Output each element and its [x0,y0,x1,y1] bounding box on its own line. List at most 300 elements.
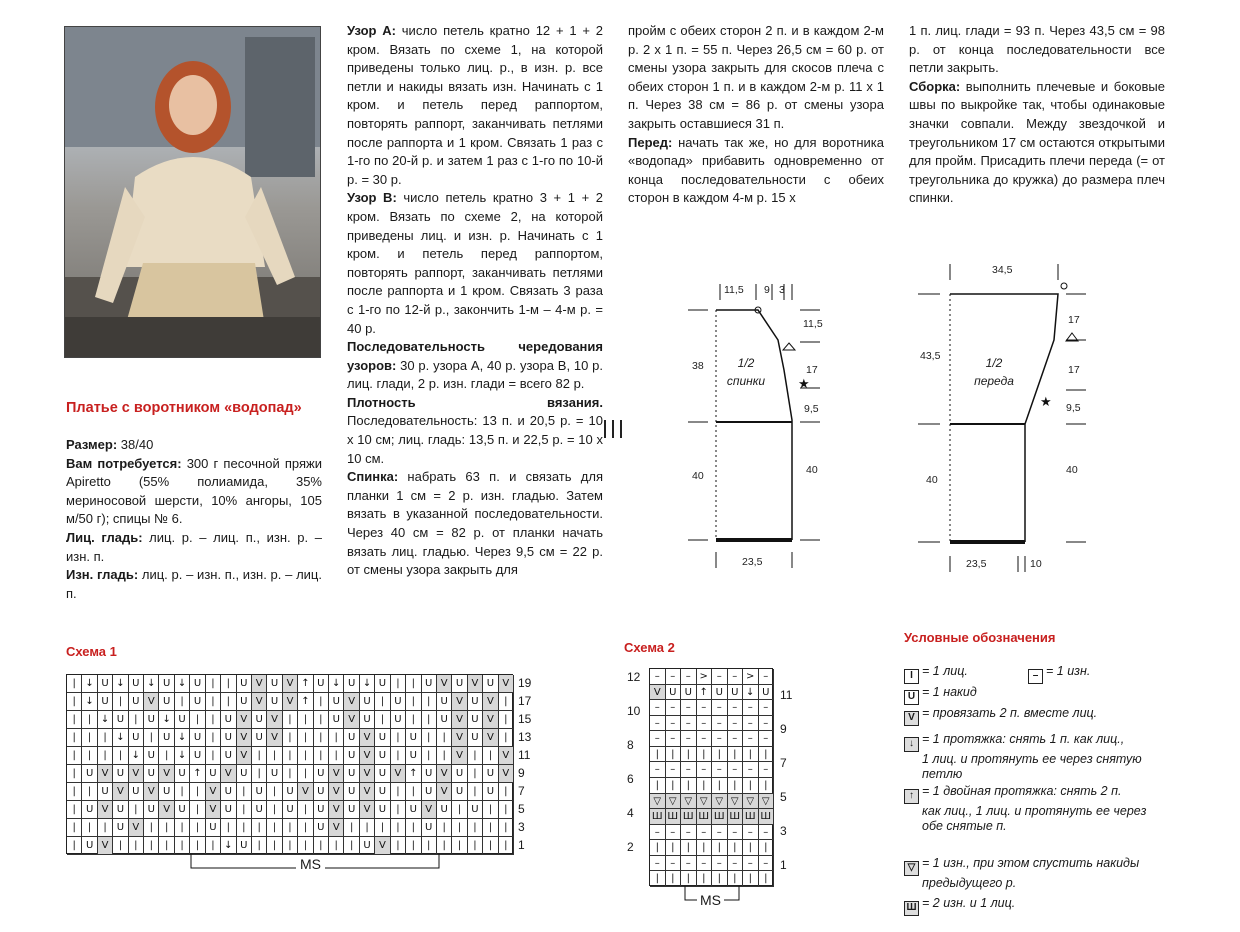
dim-front-height: 43,5 [920,350,941,362]
scheme-1-cell: | [344,837,359,855]
scheme-1-cell: V [144,693,159,711]
scheme-2-cell: | [728,778,744,794]
assembly-text: выполнить плечевые и боковые швы по выкройке так, чтобы одинаковые значки совпали. Между звездочкой и треугольником 17 см остаются открытыми для пройм. Присадить плечи переда (= от треугольника до кружка) до размера плеч спинки. [909,78,1165,206]
scheme-1-cell: | [375,819,390,837]
scheme-1-cell: V [159,801,174,819]
scheme-2-cell: ▽ [743,794,759,810]
scheme-1-cell: | [483,819,498,837]
scheme-2-cell: | [728,871,744,887]
scheme-2-cell: – [712,731,728,747]
scheme-1-cell: | [175,837,190,855]
scheme-1-cell: U [190,729,205,747]
dim-front-r4: 40 [1066,464,1078,476]
scheme-2-cell: ↓ [743,685,759,701]
scheme-1-cell: V [283,693,298,711]
scheme-1-cell: U [113,819,128,837]
dim-front-lower: 40 [926,474,938,486]
scheme-1-cell: U [360,711,375,729]
legend-2p1k [904,896,1015,916]
scheme-1-cell: | [206,711,221,729]
scheme-1-cell: ↓ [221,837,236,855]
yarnover-symbol-icon: U [904,690,919,705]
scheme-1-cell: U [190,747,205,765]
scheme-2-cell: – [650,716,666,732]
scheme-1-cell: | [391,801,406,819]
scheme-1-cell: U [129,693,144,711]
scheme-2-right-label: 7 [780,756,787,770]
scheme-1-cell: | [190,819,205,837]
assembly-label: Сборка: [909,78,961,94]
scheme-1-cell: ↑ [298,693,313,711]
scheme-2-cell: – [666,856,682,872]
scheme-1-cell: U [360,837,375,855]
purl-symbol-icon: – [1028,669,1043,684]
scheme-2-cell: – [681,856,697,872]
scheme-2-cell: – [759,825,775,841]
scheme-2-cell: Ш [681,809,697,825]
scheme-2-cell: – [681,762,697,778]
scheme-1-cell: U [221,711,236,729]
drop-stitch-symbol-icon: ▽ [904,861,919,876]
back-text: набрать 63 п. и связать для планки 1 см = 2 р. изн. гладью. Затем вязать в указанной последовательности. Через 40 см = 82 р. от планки начать вязать лиц. гладью. Через 9,5 см = 22 р. от смены узора закрыть для [347,469,603,578]
legend-yarnover-text: = 1 накид [922,685,977,699]
scheme-1-cell: | [314,747,329,765]
scheme-1-cell: V [267,711,282,729]
dim-back-neck: 9 [764,284,770,296]
scheme-1-cell: U [237,693,252,711]
scheme-1-cell: | [283,837,298,855]
scheme-2-right-label: 5 [780,790,787,804]
scheme-1-cell: ↓ [113,675,128,693]
scheme-1-cell: U [391,693,406,711]
dim-front-r1: 17 [1068,314,1080,326]
scheme-1-cell: V [437,765,452,783]
scheme-1-cell: | [283,729,298,747]
scheme-2-cell: | [681,778,697,794]
scheme-1-cell: | [391,747,406,765]
ssk-symbol-icon: ↓ [904,737,919,752]
scheme-1-cell: ↓ [129,747,144,765]
scheme-2-cell: | [712,840,728,856]
scheme-1-cell: | [329,729,344,747]
scheme-2-cell: – [743,731,759,747]
svg-text:★: ★ [1040,394,1052,409]
scheme-1-cell: | [437,819,452,837]
scheme-1-cell: U [129,783,144,801]
scheme-1-cell: ↑ [298,675,313,693]
scheme-2-cell: – [759,762,775,778]
materials-text: 300 г песочной пряжи Apiretto (55% полиамида, 35% мериносовой шерсти, 10% ангоры, 105 м/50 г); спицы № 6. [66,455,323,527]
scheme-1-cell: | [175,819,190,837]
scheme-1-cell: U [468,729,483,747]
scheme-1-cell: | [206,747,221,765]
scheme-2-cell: – [743,856,759,872]
scheme-1-cell: U [82,765,97,783]
scheme-1-cell: | [406,783,421,801]
legend-ssk-text-3: петлю [922,767,963,781]
scheme-1-cell: ↓ [360,675,375,693]
scheme-1-cell: | [499,837,514,855]
scheme-1-cell: U [422,783,437,801]
scheme-2-left-label: 12 [627,670,641,684]
legend-purl-text: = 1 изн. [1046,664,1091,678]
scheme-1-cell: | [144,819,159,837]
scheme-2-cell: | [712,778,728,794]
scheme-1-cell: V [344,711,359,729]
scheme-1-cell: ↓ [82,693,97,711]
scheme-1-cell: | [468,747,483,765]
svg-text:★: ★ [798,376,810,391]
scheme-1-cell: | [499,801,514,819]
scheme-1-cell: U [483,783,498,801]
scheme-1-cell: | [329,837,344,855]
scheme-1-cell: U [452,765,467,783]
scheme-1-cell: V [360,729,375,747]
scheme-2-cell: – [743,762,759,778]
back-label-half: 1/2 [737,356,755,370]
scheme-1-cell: | [252,765,267,783]
scheme-1-cell: | [283,747,298,765]
scheme-1-cell: | [206,729,221,747]
scheme-1-cell: ↑ [190,765,205,783]
scheme-1-cell: ↓ [113,729,128,747]
scheme-1-cell: | [298,747,313,765]
scheme-1-cell: V [129,765,144,783]
scheme-1-cell: U [206,819,221,837]
legend-drop-text-1: = 1 изн., при этом спустить накиды [922,856,1140,870]
back-label-name: спинки [726,374,766,388]
scheme-1-cell: | [67,837,82,855]
double-decrease-symbol-icon: ↑ [904,789,919,804]
scheme-1-cell: ↓ [144,675,159,693]
scheme-1-cell: | [406,837,421,855]
scheme-2-cell: | [666,747,682,763]
scheme-1-cell: U [468,711,483,729]
scheme-1-row-label: 15 [518,712,532,726]
scheme-2-cell: | [697,747,713,763]
scheme-2-right-label: 11 [780,688,793,702]
scheme-1-cell: | [190,801,205,819]
back-label: Спинка: [347,469,399,485]
scheme-2-left-label: 8 [627,738,634,752]
scheme-1-cell: | [499,783,514,801]
back-schematic [680,270,840,580]
scheme-1-cell: | [82,819,97,837]
scheme-1-cell: | [206,837,221,855]
scheme-1-cell: | [499,819,514,837]
front-schematic [910,260,1090,580]
scheme-1-cell: U [452,675,467,693]
scheme-2-cell: – [666,825,682,841]
scheme-1-cell: U [329,693,344,711]
scheme-2-cell: – [728,762,744,778]
scheme-1-cell: | [252,837,267,855]
dim-back-r4: 40 [806,464,818,476]
column-1 [66,436,322,603]
dim-back-width: 23,5 [742,556,763,568]
scheme-2-cell: – [697,700,713,716]
scheme-1-cell: U [252,783,267,801]
scheme-1-cell: V [237,711,252,729]
scheme-2-left-label: 4 [627,806,634,820]
scheme-1-cell: | [67,693,82,711]
scheme-2-cell: > [743,669,759,685]
scheme-1-cell: U [267,675,282,693]
scheme-1-cell: U [175,765,190,783]
scheme-2-cell: | [650,747,666,763]
scheme-1-cell: | [113,837,128,855]
scheme-1-cell: | [298,819,313,837]
scheme-1-cell: V [329,819,344,837]
scheme-2-cell: | [650,871,666,887]
dim-front-r2: 17 [1068,364,1080,376]
scheme-1-cell: U [360,693,375,711]
scheme-1-cell: | [452,801,467,819]
scheme-1-cell: | [375,711,390,729]
scheme-1-cell: V [98,765,113,783]
scheme-1-cell: | [314,729,329,747]
scheme-1-cell: | [391,675,406,693]
scheme-2-cell: – [650,669,666,685]
scheme-1-cell: | [499,711,514,729]
scheme-1-cell: U [314,783,329,801]
scheme-1-cell: V [360,747,375,765]
scheme-1-cell: V [237,729,252,747]
scheme-1-cell: ↓ [175,675,190,693]
scheme-1-cell: V [499,765,514,783]
scheme-1-cell: | [221,819,236,837]
scheme-1-cell: U [113,711,128,729]
scheme-2-cell: – [712,669,728,685]
scheme-2-cell: U [666,685,682,701]
scheme-1-cell: U [375,747,390,765]
scheme-1-cell: | [67,747,82,765]
scheme-2-cell: ▽ [681,794,697,810]
scheme-1-cell: U [190,675,205,693]
scheme-1-cell: | [314,837,329,855]
scheme-2-right-label: 9 [780,722,787,736]
scheme-1-cell: | [422,693,437,711]
scheme-1-cell: | [129,801,144,819]
scheme-1-cell: | [129,837,144,855]
scheme-1-cell: | [190,711,205,729]
pattern-b-label: Узор В: [347,190,397,206]
scheme-1-cell: | [283,765,298,783]
scheme-2-cell: – [712,716,728,732]
scheme-1-cell: U [344,765,359,783]
scheme-1-grid [66,674,513,854]
scheme-1-cell: V [483,711,498,729]
scheme-1-cell: V [468,675,483,693]
scheme-2-cell: – [650,825,666,841]
scheme-1-cell: | [113,693,128,711]
scheme-1-cell: U [237,837,252,855]
scheme-1-cell: V [422,801,437,819]
scheme-2-cell: – [728,825,744,841]
scheme-2-title: Схема 2 [624,640,675,655]
legend-knit-text: = 1 лиц. [922,664,968,678]
dim-front-r3: 9,5 [1066,402,1081,414]
scheme-2-cell: – [728,700,744,716]
scheme-2-cell: > [697,669,713,685]
scheme-2-cell: | [743,747,759,763]
scheme-1-cell: ↑ [406,765,421,783]
scheme-1-cell: U [422,819,437,837]
k2tog-symbol-icon: V [904,711,919,726]
scheme-2-cell: – [759,700,775,716]
scheme-2-cell: | [681,871,697,887]
scheme-1-cell: V [98,801,113,819]
scheme-1-row-label: 17 [518,694,532,708]
scheme-1-cell: U [344,729,359,747]
scheme-2-cell: Ш [697,809,713,825]
scheme-1-cell: U [144,765,159,783]
scheme-1-row-label: 11 [518,748,531,762]
stockinette-label: Лиц. гладь: [66,529,143,545]
scheme-1-cell: U [129,675,144,693]
scheme-1-cell: | [391,819,406,837]
scheme-1-cell: V [483,729,498,747]
scheme-1-cell: | [67,729,82,747]
scheme-1-cell: | [98,819,113,837]
scheme-2-cell: – [712,762,728,778]
scheme-1-cell: V [329,801,344,819]
scheme-2-grid [649,668,773,886]
scheme-1-cell: | [422,729,437,747]
scheme-1-cell: U [375,675,390,693]
column-4 [909,22,1165,208]
scheme-1-cell: V [499,747,514,765]
scheme-1-cell: U [406,729,421,747]
scheme-1-cell: V [159,765,174,783]
scheme-1-cell: U [406,801,421,819]
scheme-1-cell: U [422,765,437,783]
scheme-1-cell: U [98,693,113,711]
scheme-2-cell: – [728,856,744,872]
scheme-1-title: Схема 1 [66,644,117,659]
scheme-1-cell: | [483,747,498,765]
scheme-1-cell: U [159,675,174,693]
scheme-1-cell: V [129,819,144,837]
scheme-1-cell: | [499,729,514,747]
scheme-2-cell: – [743,700,759,716]
scheme-1-cell: U [159,783,174,801]
scheme-1-cell: V [391,765,406,783]
dim-front-width: 23,5 [966,558,987,570]
scheme-1-cell: | [67,783,82,801]
front-label-half: 1/2 [985,356,1003,370]
scheme-1-cell: | [329,747,344,765]
sequence-text: 30 р. узора А, 40 р. узора В, 10 р. лиц. глади, 2 р. изн. глади = всего 82 р. [347,357,603,392]
scheme-1-row-label: 3 [518,820,525,834]
scheme-2-cell: | [728,747,744,763]
materials-label: Вам потребуется: [66,455,182,471]
scheme-2-cell: Ш [743,809,759,825]
scheme-1-cell: U [98,675,113,693]
scheme-1-cell: | [298,711,313,729]
scheme-2-cell: – [650,762,666,778]
legend-double-decrease [904,784,1146,834]
scheme-1-cell: U [221,801,236,819]
scheme-2-cell: ▽ [650,794,666,810]
scheme-1-row-label: 1 [518,838,525,852]
scheme-1-cell: | [175,783,190,801]
scheme-1-row-label: 19 [518,676,532,690]
scheme-1-cell: U [159,693,174,711]
scheme-2-cell: ↑ [697,685,713,701]
scheme-1-cell: | [237,801,252,819]
scheme-2-cell: – [697,825,713,841]
scheme-1-cell: | [298,729,313,747]
dim-back-r3: 9,5 [804,403,819,415]
scheme-1-cell: U [190,693,205,711]
scheme-2-cell: | [743,871,759,887]
scheme-1-cell: | [237,783,252,801]
scheme-1-cell: V [360,783,375,801]
scheme-2-cell: | [666,840,682,856]
scheme-2-left-label: 10 [627,704,641,718]
scheme-2-cell: Ш [712,809,728,825]
legend-double-text-3: обе снятые п. [922,819,1007,833]
size-value: 38/40 [117,437,154,452]
legend-title: Условные обозначения [904,630,1056,645]
scheme-1-cell: V [98,837,113,855]
scheme-2-cell: | [666,871,682,887]
pattern-b-text: число петель кратно 3 + 1 + 2 кром. Вязать по схеме 2, на которой приведены лиц. и изн. р. Начинать с 1 кром. и петель перед раппортом, повторять раппорт, заканчивать петлями после раппорта и 1 кром. Связать 3 раза с 1-го по 12-й р., закончить 1-м – 4-м р. = 40 р. [347,190,603,336]
scheme-1-cell: U [283,801,298,819]
scheme-1-cell: U [221,783,236,801]
scheme-1-row-label: 7 [518,784,525,798]
scheme-1-cell: | [468,765,483,783]
scheme-2-cell: – [666,716,682,732]
scheme-2-cell: – [712,700,728,716]
scheme-1-cell: U [375,765,390,783]
dim-back-r2: 17 [806,364,818,376]
scheme-1-cell: U [437,693,452,711]
scheme-1-cell: V [283,675,298,693]
scheme-1-cell: U [344,783,359,801]
scheme-1-cell: U [375,783,390,801]
scheme-1-cell: | [391,837,406,855]
scheme-1-cell: V [252,693,267,711]
scheme-1-cell: | [483,801,498,819]
scheme-1-cell: U [267,765,282,783]
scheme-1-cell: V [144,783,159,801]
dim-back-neck-small: 3 [779,284,785,296]
dim-back-r1: 11,5 [803,318,823,330]
scheme-1-cell: | [283,819,298,837]
scheme-2-cell: U [728,685,744,701]
divider-mark [604,420,606,438]
scheme-2-cell: ▽ [712,794,728,810]
stockinette-text: лиц. р. – лиц. п., изн. р. – изн. п. [66,529,323,564]
scheme-1-cell: V [437,675,452,693]
scheme-1-cell: | [437,747,452,765]
scheme-1-cell: U [452,783,467,801]
sequence-label: Последовательность чередования узоров: [347,339,603,373]
scheme-1-cell: U [82,801,97,819]
scheme-1-cell: | [206,675,221,693]
scheme-1-cell: | [452,837,467,855]
scheme-1-row-label: 13 [518,730,532,744]
scheme-2-cell: | [666,778,682,794]
scheme-2-cell: | [759,871,775,887]
size-label: Размер: [66,437,118,452]
scheme-1-cell: | [468,783,483,801]
scheme-1-cell: | [452,819,467,837]
scheme-1-cell: | [406,819,421,837]
scheme-2-cell: | [759,747,775,763]
